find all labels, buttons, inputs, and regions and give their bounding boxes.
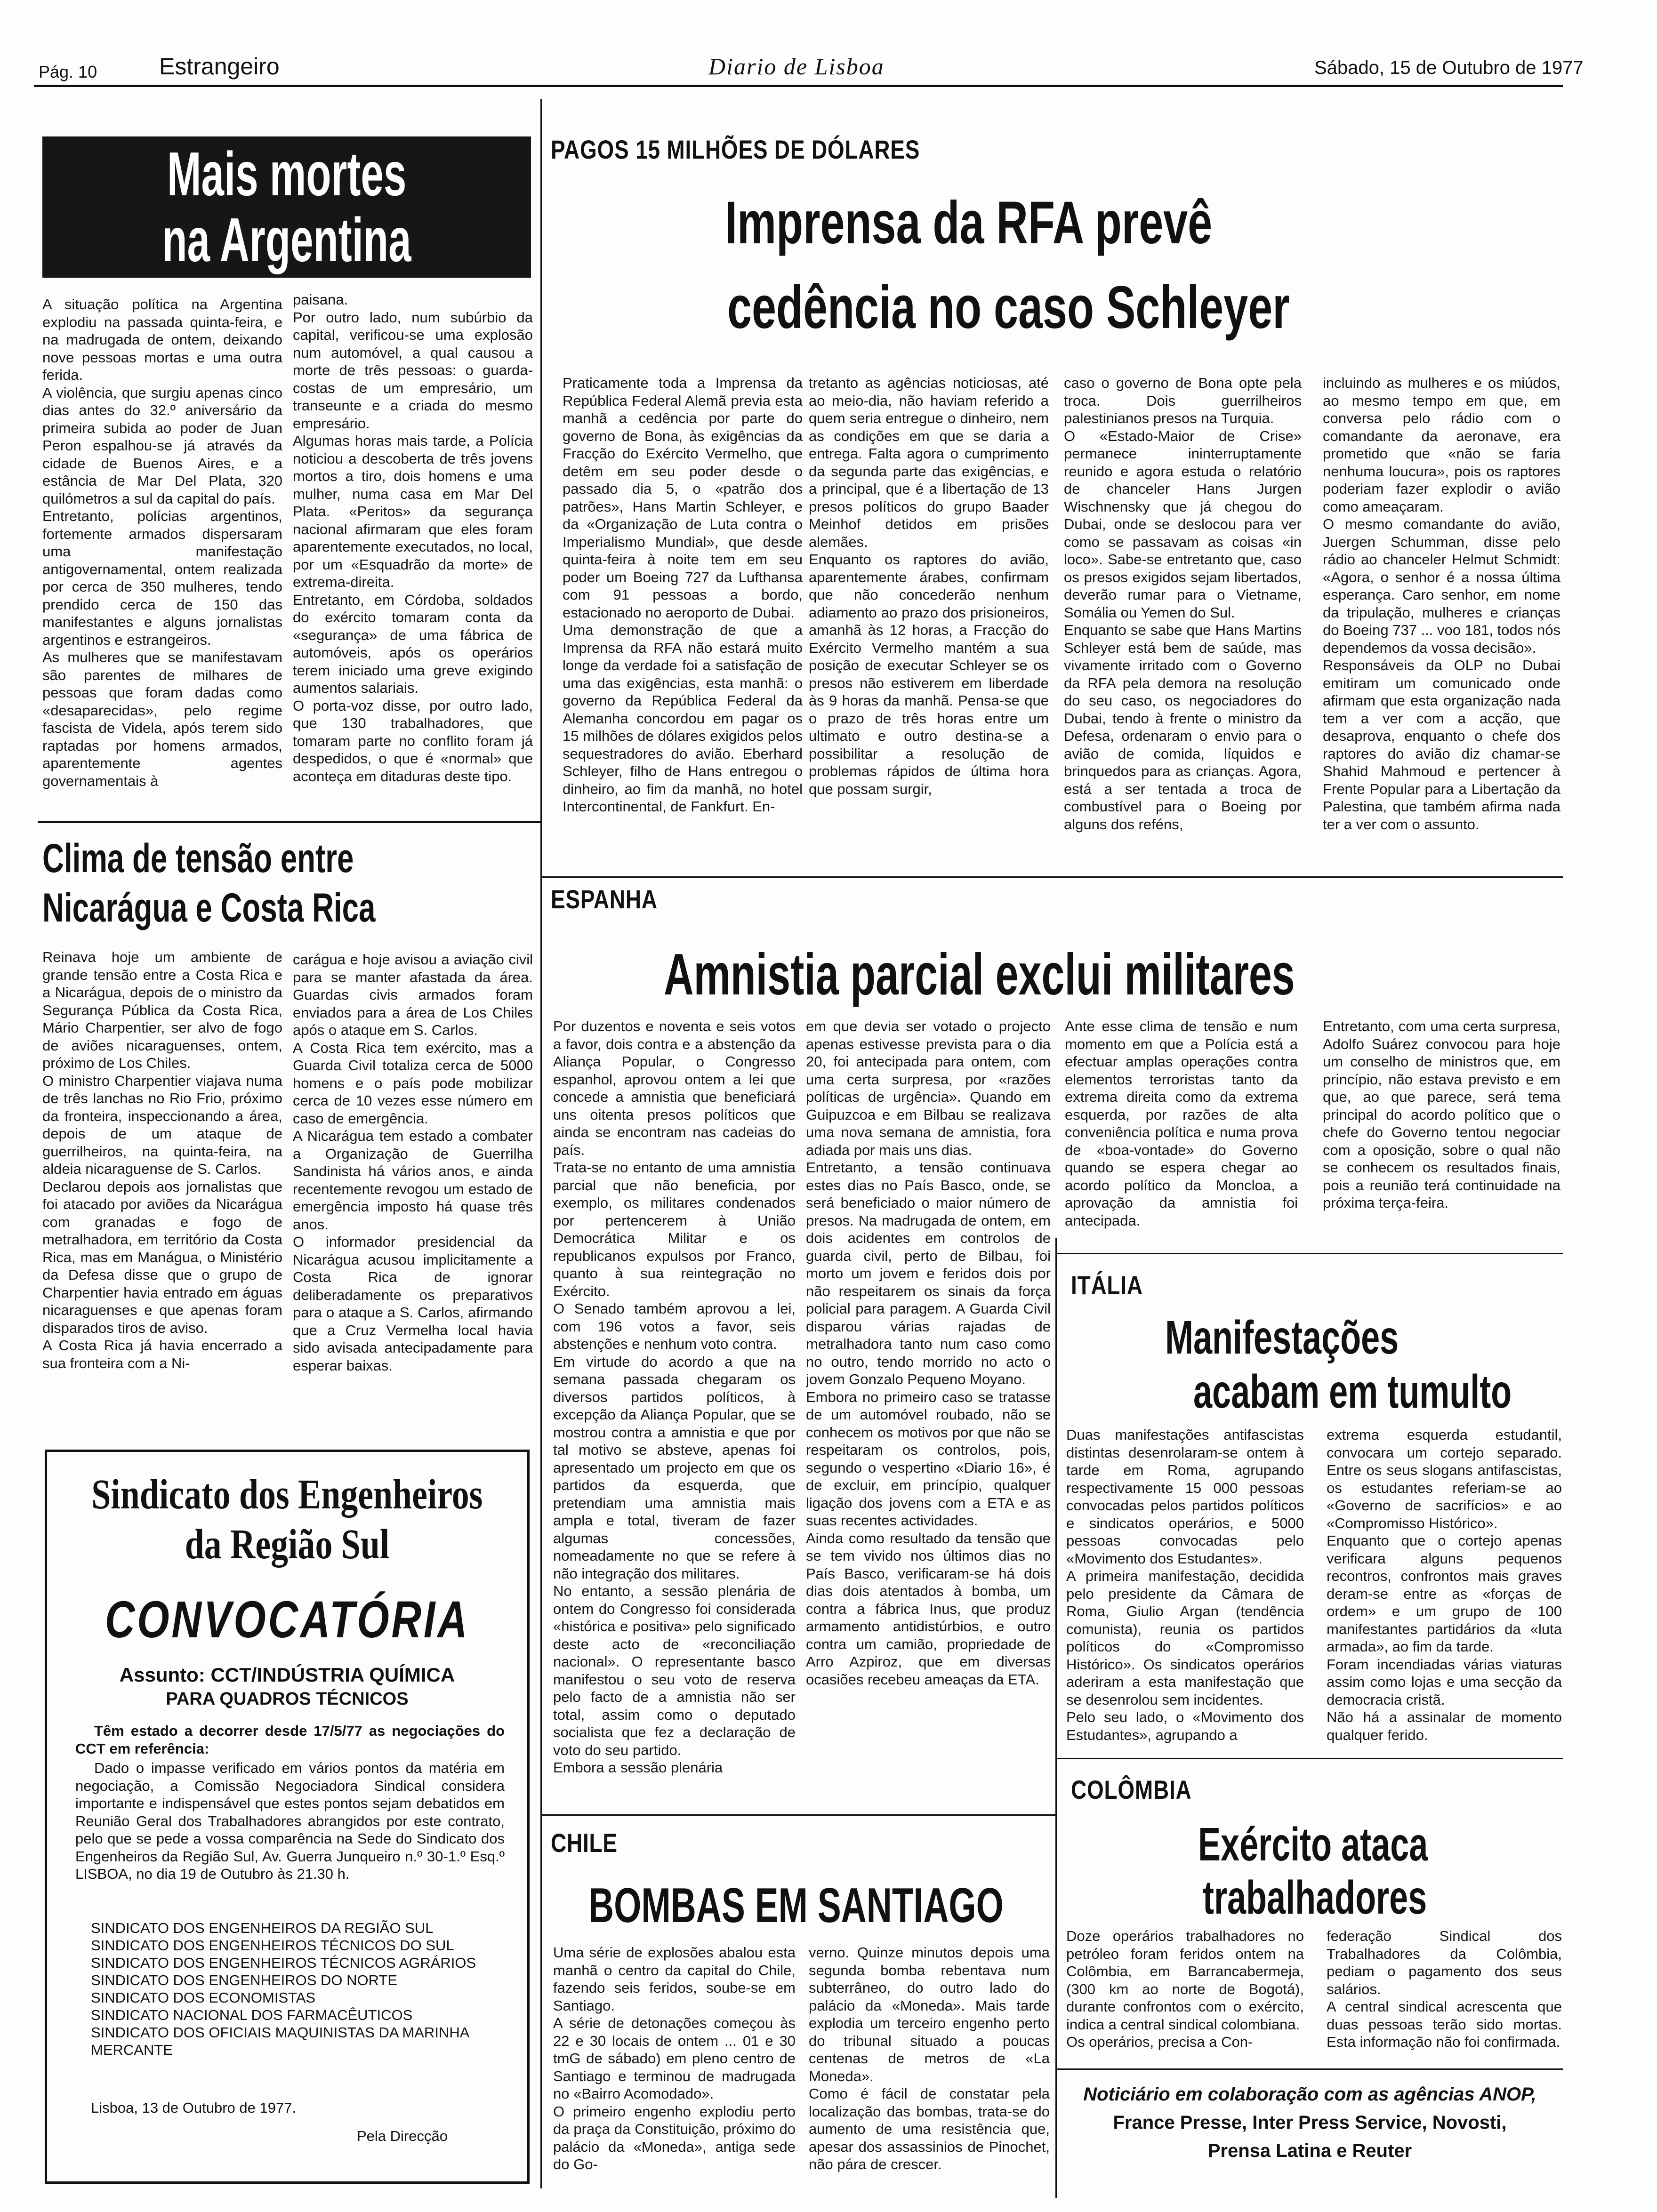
nicaragua-column-1: Reinava hoje um ambiente de grande tensão entre a Costa Rica e a Nicarágua, depois de o ministro da Segurança Pública da Costa Rica, Mário Charpentier, ser alvo de fogo de aviões nicaraguenses, ontem, próximo de Los Chiles. O ministro Charpentier viajava numa de três lanchas no Rio Frio, próximo da fronteira, inspeccionando a área, depois de um ataque de guerrilheiros, na quinta-feira, na aldeia nicaraguense de S. Carlos. Declarou depois aos jornalistas que foi atacado por aviões da Nicarágua com granadas e fogo de metralhadora, em território da Costa Rica, mas em Manágua, o Ministério da Defesa disse que o grupo de Charpentier havia entrado em águas nicaraguenses e que apenas foram disparados tiros de aviso. A Costa Rica já havia encerrado a sua fronteira com a Ni-: [42, 949, 282, 1371]
chile-title: BOMBAS EM SANTIAGO: [588, 1878, 1004, 1933]
page-number: Pág. 10: [39, 62, 97, 81]
sindicato-list: [91, 1919, 505, 2059]
masthead-rule: [34, 85, 1563, 87]
colombia-column-1: Doze operários trabalhadores no petróleo foram feridos ontem na Colômbia, em Barrancabermeja, (300 km ao norte de Bogotá), durante confrontos com o exército, indica a central sindical colombiana. Os operários, precisa a Con-: [1066, 1928, 1304, 2050]
rfa-title-line-1: Imprensa da RFA prevê: [725, 189, 1213, 256]
italia-title-line-1: Manifestações: [1165, 1311, 1399, 1364]
assunto-line-2: PARA QUADROS TÉCNICOS: [166, 1689, 409, 1709]
sindicato-signature: Pela Direcção: [357, 2128, 448, 2144]
agency-credit-line-1: Noticiário em colaboração com as agências ANOP,: [1083, 2084, 1536, 2105]
argentina-title-line-1: Mais mortes: [167, 139, 407, 208]
sindicato-list-item: SINDICATO DOS ENGENHEIROS TÉCNICOS AGRÁRIOS: [91, 1955, 476, 1971]
sindicato-title-line-2: da Região Sul: [185, 1521, 390, 1568]
espanha-column-2: em que devia ser votado o projecto apenas estivesse prevista para o dia 20, foi antecipada para ontem, com uma certa surpresa, por «razões políticas de urgência». Quando em Guipuzcoa e em Bilbau se realizava uma nova semana de amnistia, fora adiada por mais uns dias. Entretanto, a tensão continuava estes dias no País Basco, onde, se será beneficiado o maior número de presos. Na madrugada de ontem, em dois acidentes em controlos de guarda civil, perto de Bilbau, foi morto um jovem e feridos dois por não respeitarem os sinais da força policial para paragem. A Guarda Civil disparou várias rajadas de metralhadora tanto num caso como no outro, tendo morrido no acto o jovem Gonzalo Pequeno Moyano. Embora no primeiro caso se tratasse de um automóvel roubado, não se conhecem os motivos por que não se respeitaram os controlos, pois, segundo o vespertino «Diario 16», é de excluir, em princípio, qualquer ligação dos jovens com a ETA e as suas recentes actividades. Ainda como resultado da tensão que se tem vivido nos últimos dias no País Basco, verificaram-se há dois dias dois atentados à bomba, um contra a fábrica Inus, que produz armamento antidistúrbios, e outro contra um camião, propriedade de Arro Azpiroz, que em diversas ocasiões recebeu ameaças da ETA.: [806, 1018, 1051, 1688]
rfa-column-4: incluindo as mulheres e os miúdos, ao mesmo tempo em que, em conversa pelo rádio com o comandante da aeronave, era prometido que «não se faria nenhuma loucura», pois os raptores poderiam fazer explodir o avião como ameaçaram. O mesmo comandante do avião, Juergen Schumman, disse pelo rádio ao chanceler Helmut Schmidt: «Agora, o senhor é a nossa última esperança. Caro senhor, em nome da tripulação, mulheres e crianças do Boeing 737 ... voo 181, todos nós dependemos da vossa decisão». Responsáveis da OLP no Dubai emitiram um comunicado onde afirmam que esta organização nada tem a ver com a acção, que desaprova, enquanto o chefe dos raptores do avião diz chamar-se Shahid Mahmoud e pertencer à Frente Popular para a Libertação da Palestina, que também afirma nada ter a ver com o assunto.: [1323, 375, 1560, 833]
newspaper-name: Diario de Lisboa: [708, 53, 885, 80]
rule-under-rfa: [541, 876, 1563, 878]
rfa-title-line-2: cedência no caso Schleyer: [727, 274, 1290, 341]
espanha-kicker: ESPANHA: [551, 884, 658, 914]
nicaragua-title-line-1: Clima de tensão entre: [42, 836, 354, 881]
colombia-column-2: federação Sindical dos Trabalhadores da Colômbia, pediam o pagamento dos seus salários. A central sindical acrescenta que duas pessoas terão sido mortas. Esta informação não foi confirmada.: [1327, 1928, 1562, 2050]
nicaragua-column-2: carágua e hoje avisou a aviação civil para se manter afastada da área. Guardas civis armados foram enviados para a área de Los Chiles após o ataque em S. Carlos. A Costa Rica tem exército, mas a Guarda Civil totaliza cerca de 5000 homens e o país pode mobilizar cerca de 10 vezes esse número em caso de emergência. A Nicarágua tem estado a combater a Organização de Guerrilha Sandinista há vários anos, e ainda recentemente revogou um estado de emergência imposto há quase três anos. O informador presidencial da Nicarágua acusou implicitamente a Costa Rica de ignorar deliberadamente os preparativos para o ataque a S. Carlos, afirmando que a Cruz Vermelha local havia sido avisada antecipadamente para esperar baixas.: [293, 951, 533, 1374]
sindicato-date: Lisboa, 13 de Outubro de 1977.: [91, 2100, 297, 2116]
espanha-column-1: Por duzentos e noventa e seis votos a favor, dois contra e a abstenção da Aliança Popular, o Congresso espanhol, aprovou ontem a lei que concede a amnistia que beneficiará uns oitenta presos políticos que ainda se encontram nas cadeias do país. Trata-se no entanto de uma amnistia parcial que não beneficia, por exemplo, os militares condenados por pertencerem à União Democrática Militar e os republicanos expulsos por Franco, quanto à sua reintegração no Exército. O Senado também aprovou a lei, com 196 votos a favor, seis abstenções e nenhum voto contra. Em virtude do acordo a que na semana passada chegaram os diversos partidos políticos, à excepção da Aliança Popular, que se mostrou contra a amnistia e que por tal motivo se absteve, apenas foi apresentado um projecto em que os partidos da esquerda, que pretendiam uma amnistia mais ampla e total, tiveram de fazer algumas concessões, nomeadamente no que se refere à não integração dos militares. No entanto, a sessão plenária de ontem do Congresso foi considerada «histórica e positiva» pelo significado deste acto de «reconciliação nacional». O representante basco manifestou o seu voto de reserva pelo facto de a amnistia não ser total, assim como o deputado socialista que fez a declaração de voto do seu partido. Embora a sessão plenária: [553, 1018, 796, 1776]
espanha-column-4: Entretanto, com uma certa surpresa, Adolfo Suárez convocou para hoje um conselho de ministros que, em princípio, não estava previsto e em que, ao que parece, será tema principal do acordo político que o chefe do Governo tentou negociar com a oposição, sobre o qual não se conhecem os resultados finais, pois a reunião terá continuidade na próxima terça-feira.: [1323, 1018, 1560, 1211]
convocatoria-heading: [46, 1590, 528, 1650]
agency-credit-line-3: Prensa Latina e Reuter: [1207, 2140, 1412, 2161]
sindicato-assunto: [46, 1663, 528, 1711]
italia-column-1: Duas manifestações antifascistas distintas desenrolaram-se ontem à tarde em Roma, agrupando respectivamente 15 000 pessoas convocadas pelos partidos políticos e sindicatos operários, e 5000 pessoas convocadas pelo «Movimento dos Estudantes». A primeira manifestação, decidida pelo presidente da Câmara de Roma, Giulio Argan (tendência comunista), reunia os partidos políticos do «Compromisso Histórico». Os sindicatos operários aderiram a esta manifestação que se desenrolou sem incidentes. Pelo seu lado, o «Movimento dos Estudantes», agrupando a: [1066, 1427, 1304, 1743]
espanha-column-3: Ante esse clima de tensão e num momento em que a Polícia está a efectuar amplas operações contra elementos terroristas tanto da extrema direita como da extrema esquerda, por razões de alta conveniência política e numa prova de «boa-vontade» do Governo quando se espera chegar ao acordo político da Moncloa, a aprovação da amnistia foi antecipada.: [1065, 1018, 1298, 1229]
convocatoria-text: CONVOCATÓRIA: [105, 1591, 470, 1649]
nicaragua-title-line-2: Nicarágua e Costa Rica: [42, 885, 376, 930]
sindicato-title-line-1: Sindicato dos Engenheiros: [91, 1471, 483, 1518]
sindicato-list-item: SINDICATO DOS ECONOMISTAS: [91, 1989, 316, 2006]
rule-under-espanha: [1057, 1253, 1563, 1254]
rule-above-footer: [1057, 2068, 1563, 2070]
sindicato-list-item: SINDICATO DOS OFICIAIS MAQUINISTAS DA MARINHA MERCANTE: [91, 2024, 469, 2058]
italia-column-2: extrema esquerda estudantil, convocara um cortejo separado. Entre os seus slogans antifascistas, os estudantes referiam-se ao «Governo de sacrifícios» e ao «Compromisso Histórico». Enquanto que o cortejo apenas verificara alguns pequenos recontros, confrontos mais graves deram-se entre as «forças de ordem» e um grupo de 100 manifestantes partidários da «luta armada», ao fim da tarde. Foram incendiadas várias viaturas assim como lojas e uma secção da democracia cristã. Não há a assinalar de momento qualquer ferido.: [1327, 1427, 1562, 1743]
assunto-line-1: Assunto: CCT/INDÚSTRIA QUÍMICA: [119, 1664, 455, 1686]
column-rule-left: [540, 99, 542, 2188]
rfa-column-2: tretanto as agências noticiosas, até ao meio-dia, não haviam referido a quem seria entregue o dinheiro, nem as condições em que se daria a entrega. Falta agora o cumprimento da segunda parte das exigências, e a principal, que é a libertação de 13 presos políticos do grupo Baader Meinhof detidos em prisões alemães. Enquanto os raptores do avião, aparentemente árabes, confirmam que não concederão nenhum adiamento ao prazo dos prisioneiros, amanhã às 12 horas, a Fracção do Exército Vermelho mantém a sua posição de executar Schleyer se os presos não estiverem em liberdade às 9 horas da manhã. Pensa-se que o prazo de três horas entre um ultimato e outro destina-se a possibilitar a resolução de problemas rápidos de última hora que possam surgir,: [809, 375, 1049, 797]
rfa-column-1: Praticamente toda a Imprensa da República Federal Alemã previa esta manhã a cedência por parte do governo de Bona, às exigências da Fracção do Exército Vermelho, que detêm em seu poder desde o passado dia 5, o «patrão dos patrões», Hans Martin Schleyer, e da «Organização de Luta contra o Imperialismo Mundial», que desde quinta-feira à noite tem em seu poder um Boeing 727 da Lufthansa com 91 pessoas a bordo, estacionado no aeroporto de Dubai. Uma demonstração de que a Imprensa da RFA não estará muito longe da verdade foi a satisfação de uma das exigências, esta manhã: o governo da República Federal da Alemanha concordou em pagar os 15 milhões de dólares exigidos pelos sequestradores do avião. Eberhard Schleyer, filho de Hans entregou o dinheiro, ao fim da manhã, no hotel Intercontinental, de Fankfurt. En-: [563, 375, 803, 815]
issue-date: Sábado, 15 de Outubro de 1977: [1314, 57, 1584, 78]
rfa-kicker: PAGOS 15 MILHÕES DE DÓLARES: [551, 135, 920, 164]
argentina-headline: [42, 141, 531, 273]
colombia-title-line-1: Exército ataca: [1198, 1818, 1428, 1871]
column-rule-right: [1055, 1238, 1057, 2198]
sindicato-paragraph-2: Dado o impasse verificado em vários pontos da matéria em negociação, a Comissão Negociadora Sindical considera importante e indispensável que estes pontos sejam debatidos em Reunião Geral dos Trabalhadores abrangidos por este contrato, pelo que se pede a vossa comparência na Sede do Sindicato dos Engenheiros da Região Sul, Av. Guerra Junqueiro n.º 30-1.º Esq.º LISBOA, no dia 19 de Outubro às 21.30 h.: [75, 1760, 505, 1882]
italia-kicker: ITÁLIA: [1071, 1270, 1143, 1300]
rule-under-argentina: [38, 821, 540, 823]
chile-column-1: Uma série de explosões abalou esta manhã o centro da capital do Chile, fazendo seis feridos, soube-se em Santiago. A série de detonações começou às 22 e 30 locais de ontem ... 01 e 30 tmG de sábado) em pleno centro de Santiago e terminou de madrugada no «Bairro Acomodado». O primeiro engenho explodiu perto da praça da Constituição, próximo do palácio da «Moneda», antiga sede do Go-: [553, 1944, 796, 2172]
espanha-title: Amnistia parcial exclui militares: [664, 942, 1295, 1007]
sindicato-paragraph-1: Têm estado a decorrer desde 17/5/77 as negociações do CCT em referência:: [75, 1723, 505, 1757]
argentina-column-2: paisana. Por outro lado, num subúrbio da capital, verificou-se uma explosão num automóvel, a qual causou a morte de três pessoas: o guarda-costas de um empresário, um transeunte e a criada do mesmo empresário. Algumas horas mais tarde, a Polícia noticiou a descoberta de três jovens mortos a tiro, dois homens e uma mulher, numa casa em Mar Del Plata. «Peritos» da segurança nacional afirmaram que eles foram aparentemente executados, no local, por um «Esquadrão da morte» de extrema-direita. Entretanto, em Córdoba, soldados do exército tomaram conta da «segurança» de uma fábrica de automóveis, após os operários terem iniciado uma greve exigindo aumentos salariais. O porta-voz disse, por outro lado, que 130 trabalhadores, que tomaram parte no conflito foram já despedidos, o que é «normal» que aconteça em ditaduras deste tipo.: [293, 291, 533, 785]
rfa-column-3: caso o governo de Bona opte pela troca. Dois guerrilheiros palestinianos presos na Turquia. O «Estado-Maior de Crise» permanece ininterruptamente reunido e agora estuda o relatório de chanceler Hans Jurgen Wischnensky que já chegou do Dubai, onde se deslocou para ver como se passavam as coisas «in loco». Sabe-se entretanto que, caso os presos exigidos sejam libertados, deverão rumar para o Vietname, Somália ou Yemen do Sul. Enquanto se sabe que Hans Martins Schleyer está bem de saúde, mas vivamente irritado com o Governo da RFA pela demora na resolução do seu caso, os negociadores do Dubai, tendo à frente o ministro da Defesa, ordenaram o envio para o avião de comida, líquidos e brinquedos para as crianças. Agora, está a ser tentada a troca de combustível para o Boeing por alguns dos reféns,: [1064, 375, 1302, 833]
sindicato-list-item: SINDICATO DOS ENGENHEIROS TÉCNICOS DO SUL: [91, 1937, 454, 1954]
rule-under-espanha-left: [541, 1814, 1055, 1816]
argentina-title-line-2: na Argentina: [162, 205, 411, 274]
colombia-kicker: COLÔMBIA: [1071, 1775, 1192, 1804]
colombia-title-line-2: trabalhadores: [1203, 1871, 1427, 1924]
sindicato-list-item: SINDICATO DOS ENGENHEIROS DO NORTE: [91, 1972, 398, 1988]
sindicato-title: [46, 1470, 528, 1570]
chile-kicker: CHILE: [551, 1828, 618, 1858]
sindicato-notice: [45, 1450, 530, 2184]
italia-title-line-2: acabam em tumulto: [1193, 1365, 1512, 1418]
sindicato-list-item: SINDICATO DOS ENGENHEIROS DA REGIÃO SUL: [91, 1920, 434, 1936]
chile-column-2: verno. Quinze minutos depois uma segunda bomba rebentava num subterrâneo, do outro lado do palácio da «Moneda». Mais tarde explodia um terceiro engenho perto do tribunal situado a poucas centenas de metros de «La Moneda». Como é fácil de constatar pela localização das bombas, trata-se do aumento de uma resistência que, apesar dos assassinios de Pinochet, não pára de crescer.: [809, 1944, 1050, 2172]
agency-credit: [1057, 2080, 1563, 2165]
rule-under-italia: [1057, 1758, 1563, 1759]
sindicato-list-item: SINDICATO NACIONAL DOS FARMACÊUTICOS: [91, 2007, 413, 2023]
agency-credit-line-2: France Presse, Inter Press Service, Novosti,: [1113, 2112, 1507, 2133]
section-name: Estrangeiro: [159, 53, 280, 80]
argentina-column-1: A situação política na Argentina explodiu na passada quinta-feira, e na madrugada de ontem, deixando nove pessoas mortas e uma outra ferida. A violência, que surgiu apenas cinco dias antes do 32.º aniversário da primeira subida ao poder de Juan Peron espalhou-se já através da cidade de Buenos Aires, e a estância de Mar Del Plata, 320 quilómetros a sul da capital do país. Entretanto, polícias argentinos, fortemente armados dispersaram uma manifestação antigovernamental, ontem realizada por cerca de 350 mulheres, tendo prendido cerca de 150 das manifestantes e alguns jornalistas argentinos e estrangeiros. As mulheres que se manifestavam são parentes de milhares de pessoas que foram dadas como «desaparecidas», pelo regime fascista de Videla, após terem sido raptadas por homens armados, aparentemente agentes governamentais à: [42, 296, 282, 789]
